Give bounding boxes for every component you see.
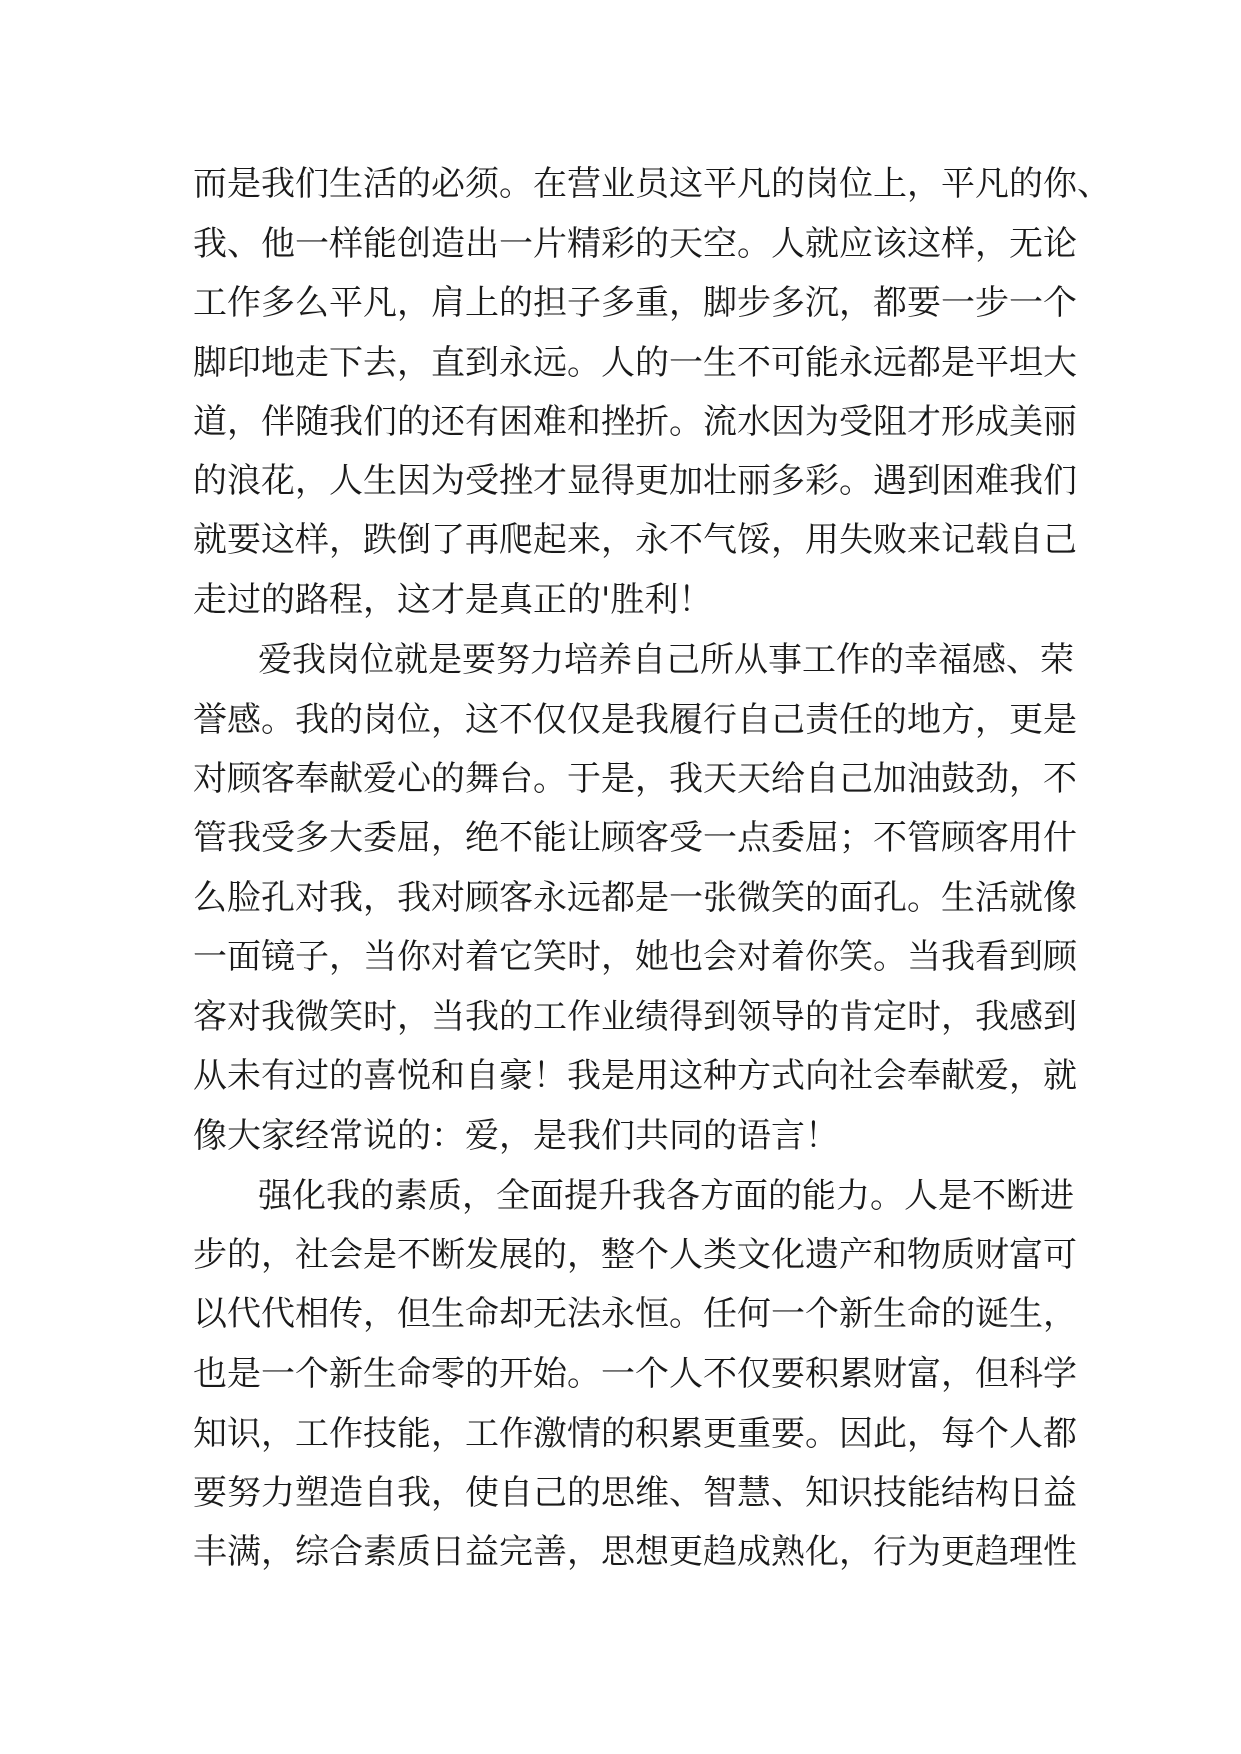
text-line: 对顾客奉献爱心的舞台。于是，我天天给自己加油鼓劲，不	[193, 759, 1077, 799]
text-line: 管我受多大委屈，绝不能让顾客受一点委屈；不管顾客用什	[193, 818, 1077, 858]
text-line: 我、他一样能创造出一片精彩的天空。人就应该这样，无论	[193, 224, 1077, 264]
text-line: 的浪花，人生因为受挫才显得更加壮丽多彩。遇到困难我们	[193, 461, 1077, 501]
text-line: 誉感。我的岗位，这不仅仅是我履行自己责任的地方，更是	[193, 700, 1077, 740]
text-line: 以代代相传，但生命却无法永恒。任何一个新生命的诞生，	[193, 1294, 1077, 1334]
text-line: 工作多么平凡，肩上的担子多重，脚步多沉，都要一步一个	[193, 283, 1077, 323]
text-line: 也是一个新生命零的开始。一个人不仅要积累财富，但科学	[193, 1354, 1077, 1394]
text-line: 知识，工作技能，工作激情的积累更重要。因此，每个人都	[193, 1414, 1077, 1454]
text-line: 丰满，综合素质日益完善，思想更趋成熟化，行为更趋理性	[193, 1532, 1077, 1572]
text-line: 走过的路程，这才是真正的'胜利！	[193, 580, 713, 620]
text-line: 么脸孔对我，我对顾客永远都是一张微笑的面孔。生活就像	[193, 878, 1077, 918]
paragraph-first-line: 强化我的素质，全面提升我各方面的能力。人是不断进	[258, 1176, 1074, 1216]
text-line: 客对我微笑时，当我的工作业绩得到领导的肯定时，我感到	[193, 997, 1077, 1037]
text-line: 要努力塑造自我，使自己的思维、智慧、知识技能结构日益	[193, 1473, 1077, 1513]
text-line: 从未有过的喜悦和自豪！我是用这种方式向社会奉献爱，就	[193, 1056, 1077, 1096]
text-line: 脚印地走下去，直到永远。人的一生不可能永远都是平坦大	[193, 343, 1077, 383]
text-line: 就要这样，跌倒了再爬起来，永不气馁，用失败来记载自己	[193, 520, 1077, 560]
text-line: 道，伴随我们的还有困难和挫折。流水因为受阻才形成美丽	[193, 402, 1077, 442]
paragraph-first-line: 爱我岗位就是要努力培养自己所从事工作的幸福感、荣	[258, 640, 1074, 680]
text-line: 一面镜子，当你对着它笑时，她也会对着你笑。当我看到顾	[193, 937, 1077, 977]
text-line: 步的，社会是不断发展的，整个人类文化遗产和物质财富可	[193, 1235, 1077, 1275]
text-line: 而是我们生活的必须。在营业员这平凡的岗位上，平凡的你、	[193, 164, 1111, 204]
text-line: 像大家经常说的：爱，是我们共同的语言！	[193, 1116, 839, 1156]
